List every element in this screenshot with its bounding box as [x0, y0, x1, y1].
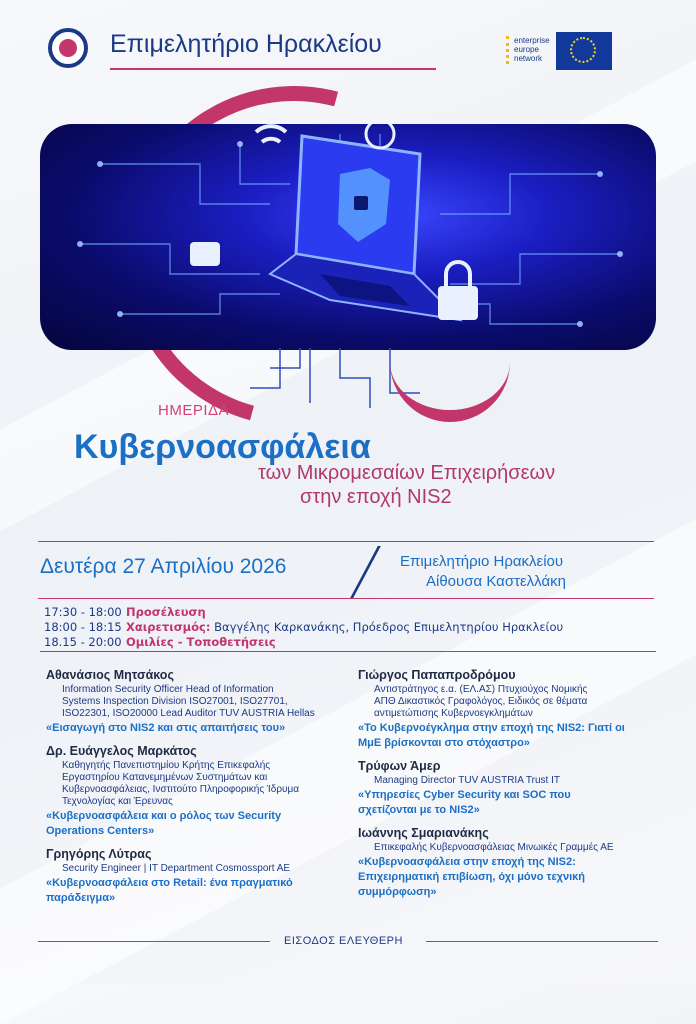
header [0, 0, 696, 90]
talk-title: Επιχειρηματική επιβίωση, όχι μόνο τεχνική [358, 871, 586, 883]
speaker-block [358, 826, 658, 899]
divider [38, 941, 270, 942]
schedule [44, 605, 563, 650]
schedule-label: Χαιρετισμός: [126, 620, 211, 634]
cyber-laptop-illustration [40, 124, 656, 350]
divider [40, 651, 656, 652]
speaker-name: Τρύφων Άμερ [358, 759, 441, 773]
schedule-label: Προσέλευση [126, 605, 206, 619]
event-subtitle-2: στην εποχή NIS2 [300, 486, 452, 508]
schedule-row [44, 605, 563, 620]
chamber-logo [48, 28, 88, 68]
speaker-affiliation: ISO22301, ISO20000 Lead Auditor TUV AUSTRIA Hellas [62, 708, 315, 719]
speaker-name: Αθανάσιος Μητσάκος [46, 668, 174, 682]
divider [38, 541, 654, 542]
divider [38, 598, 654, 599]
speaker-name: Ιωάννης Σμαριανάκης [358, 826, 489, 840]
speakers-right [358, 668, 658, 908]
venue-name: Επιμελητήριο Ηρακλείου [400, 553, 564, 570]
een-line-2: europe [514, 45, 539, 54]
speaker-block [358, 668, 658, 750]
speaker-name: Γιώργος Παπαπροδρόμου [358, 668, 516, 682]
speaker-affiliation: Managing Director TUV AUSTRIA Trust IT [374, 775, 560, 786]
event-title: Κυβερνοασφάλεια [74, 428, 371, 466]
padlock-icon [438, 262, 478, 320]
event-date: Δευτέρα 27 Απριλίου 2026 [40, 555, 287, 578]
speaker-affiliation: αντιμετώπισης Κυβερνοεγκλημάτων [374, 708, 533, 719]
speaker-affiliation: Security Engineer | IT Department Cosmossport AE [62, 863, 291, 874]
page-title: Επιμελητήριο Ηρακλείου [110, 30, 382, 58]
schedule-time: 17:30 - 18:00 [44, 605, 122, 619]
speaker-affiliation: ΑΠΘ Δικαστικός Γραφολόγος, Ειδικός σε θέματα [374, 696, 588, 707]
schedule-row [44, 620, 563, 635]
schedule-time: 18.15 - 20:00 [44, 635, 122, 649]
talk-title: ΜμΕ βρίσκονται στο στόχαστρο» [358, 737, 530, 749]
speaker-affiliation: Εργαστηρίου Κατανεμημένων Συστημάτων και [62, 772, 268, 783]
talk-title: «Εισαγωγή στο NIS2 και στις απαιτήσεις του» [46, 722, 286, 734]
talk-title: «Κυβερνοασφάλεια στην εποχή της NIS2: [358, 856, 576, 868]
schedule-row [44, 635, 563, 650]
een-logo [506, 34, 550, 68]
speaker-affiliation: Αντιστράτηγος ε.α. (ΕΛ.ΑΣ) Πτυχιούχος Νομικής [374, 684, 588, 695]
free-entry-notice: ΕΙΣΟΔΟΣ ΕΛΕΥΘΕΡΗ [284, 935, 403, 947]
schedule-label: Ομιλίες - Τοποθετήσεις [126, 635, 276, 649]
event-subtitle-1: των Μικρομεσαίων Επιχειρήσεων [258, 462, 556, 484]
speaker-name: Δρ. Ευάγγελος Μαρκάτος [46, 744, 197, 758]
een-line-1: enterprise [514, 36, 550, 45]
speaker-block [46, 668, 346, 735]
talk-title: Operations Centers» [46, 825, 155, 837]
schedule-time: 18:00 - 18:15 [44, 620, 122, 634]
speaker-block [358, 759, 658, 817]
speaker-name: Γρηγόρης Λύτρας [46, 847, 152, 861]
divider [426, 941, 658, 942]
talk-title: «Κυβερνοασφάλεια στο Retail: ένα πραγματικό [46, 877, 293, 889]
talk-title: συμμόρφωση» [358, 886, 437, 898]
speaker-affiliation: Τεχνολογίας και Έρευνας [62, 796, 173, 807]
separator-slash [350, 546, 381, 598]
speaker-affiliation: Κυβερνοασφάλειας, Ινστιτούτο Πληροφορικής Ίδρυμα [62, 784, 300, 795]
hero-image [40, 124, 656, 350]
talk-title: «Κυβερνοασφάλεια και ο ρόλος των Security [46, 810, 282, 822]
talk-title: «Το Κυβερνοέγκλημα στην εποχή της NIS2: Γιατί οι [358, 722, 625, 734]
wifi-icon [256, 126, 286, 142]
speaker-block [46, 744, 346, 838]
speakers-left [46, 668, 346, 914]
speaker-affiliation: Information Security Officer Head of Information [62, 684, 274, 695]
title-underline [110, 68, 436, 70]
schedule-value: Βαγγέλης Καρκανάκης, Πρόεδρος Επιμελητηρίου Ηρακλείου [214, 620, 564, 634]
speaker-block [46, 847, 346, 905]
event-type: ΗΜΕΡΙΔΑ [158, 402, 230, 419]
talk-title: σχετίζονται με το NIS2» [358, 804, 480, 816]
speaker-affiliation: Καθηγητής Πανεπιστημίου Κρήτης Επικεφαλής [62, 760, 271, 771]
eu-stars-icon [570, 37, 596, 63]
speaker-affiliation: Επικεφαλής Κυβερνοασφάλειας Μινωικές Γραμμές ΑΕ [374, 842, 614, 853]
venue-room: Αίθουσα Καστελλάκη [426, 573, 566, 590]
talk-title: «Υπηρεσίες Cyber Security και SOC που [358, 789, 571, 801]
talk-title: παράδειγμα» [46, 892, 116, 904]
eu-flag [556, 32, 612, 70]
speaker-affiliation: Systems Inspection Division ISO27001, ISO27701, [62, 696, 288, 707]
chat-icon [190, 242, 220, 266]
een-line-3: network [514, 54, 543, 63]
